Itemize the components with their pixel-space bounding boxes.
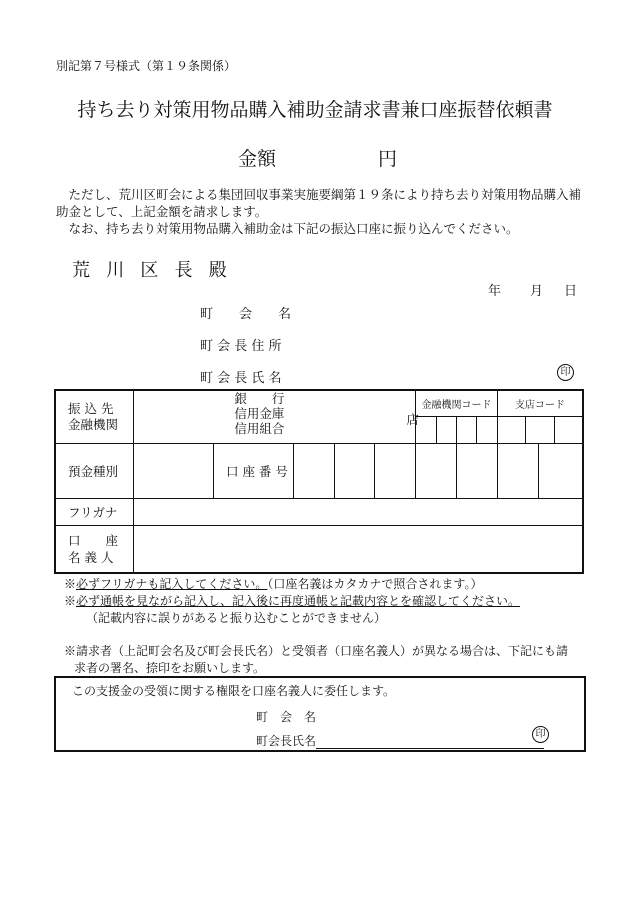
account-digit[interactable]: [334, 443, 375, 498]
account-digit[interactable]: [497, 443, 538, 498]
note-mark: ※: [64, 594, 77, 608]
bank-code-digit[interactable]: [416, 417, 436, 443]
note-mark: ※: [64, 577, 77, 591]
note-error-warning: （記載内容に誤りがあると振り込むことができません）: [86, 611, 387, 625]
branch-code-boxes[interactable]: [497, 416, 583, 443]
bank-label-line1: 振 込 先: [68, 400, 114, 416]
month-label: 月: [530, 284, 544, 299]
account-digit[interactable]: [456, 443, 497, 498]
note-different-line2: 求者の署名、捺印をお願いします。: [74, 661, 266, 675]
account-holder-field[interactable]: [134, 525, 583, 573]
amount-label: 金額: [238, 148, 277, 170]
bank-code-digit[interactable]: [477, 417, 496, 443]
statement-paragraph-1: ただし、荒川区町会による集団回収事業実施要綱第１９条により持ち去り対策用物品購入補助金として、上記金額を請求します。: [56, 187, 582, 219]
notes: [64, 576, 520, 627]
delegation-chair-name-row: [256, 732, 544, 749]
delegation-chair-name-label: 町会長氏名: [256, 734, 317, 748]
account-digit[interactable]: [375, 443, 416, 498]
form-reference: 別記第７号様式（第１９条関係）: [56, 59, 237, 73]
bank-name-field[interactable]: [134, 390, 419, 443]
account-digit[interactable]: [538, 443, 583, 498]
note-different-recipient: [64, 643, 594, 677]
bank-code-digit[interactable]: [437, 417, 457, 443]
note-furigana-detail: （口座名義はカタカナで照合されます。）: [267, 577, 483, 591]
branch-code-digit[interactable]: [498, 417, 526, 443]
branch-suffix: 店: [406, 412, 419, 427]
seal-mark: 印: [557, 364, 574, 381]
account-digit[interactable]: [416, 443, 457, 498]
chair-name-label: 町 会 長 氏 名: [200, 371, 282, 386]
furigana-label: フリガナ: [55, 498, 134, 525]
note-furigana-emphasis: 必ずフリガナも記入してください。: [76, 577, 268, 591]
account-holder-label: [55, 525, 134, 573]
bank-type-list: [234, 391, 284, 436]
bank-code-digit[interactable]: [457, 417, 477, 443]
branch-code-digit[interactable]: [555, 417, 582, 443]
note-passbook: [64, 593, 520, 610]
amount-unit: 円: [378, 148, 398, 170]
bank-type-shinkin: 信用金庫: [234, 406, 285, 421]
chair-address-label: 町 会 長 住 所: [200, 339, 282, 354]
account-number-label: 口 座 番 号: [213, 443, 293, 498]
bank-label-cell: [55, 390, 134, 443]
note-furigana: [64, 576, 520, 593]
delegation-town-assoc-label: 町 会 名: [256, 710, 317, 724]
addressee: 荒川区長殿: [72, 260, 243, 281]
bank-account-table: [54, 389, 584, 574]
deposit-type-label: 預金種別: [55, 443, 134, 498]
branch-code-digit[interactable]: [526, 417, 554, 443]
note-different-line1: ※請求者（上記町会名及び町会長氏名）と受領者（口座名義人）が異なる場合は、下記にも請: [64, 644, 569, 658]
delegation-seal-mark: 印: [532, 726, 549, 743]
bank-type-kumiai: 信用組合: [234, 421, 285, 436]
statement-paragraph-2: なお、持ち去り対策用物品購入補助金は下記の振込口座に振り込んでください。: [68, 221, 519, 236]
delegation-text: この支援金の受領に関する権限を口座名義人に委任します。: [72, 684, 396, 698]
deposit-type-field[interactable]: [134, 443, 214, 498]
town-assoc-name-label: 町 会 名: [200, 307, 292, 322]
delegation-box: [54, 676, 586, 752]
day-label: 日: [564, 284, 578, 299]
holder-label-line1: 口 座: [68, 532, 119, 548]
date-line: [488, 280, 577, 299]
furigana-field[interactable]: [134, 498, 583, 525]
note-passbook-emphasis: 必ず通帳を見ながら記入し、記入後に再度通帳と記載内容とを確認してください。: [76, 594, 521, 608]
bank-code-header: 金融機関コード: [416, 390, 498, 416]
document-title: 持ち去り対策用物品購入補助金請求書兼口座振替依頼書: [77, 99, 553, 121]
request-statement: [56, 186, 586, 237]
bank-label-line2: 金融機関: [68, 416, 119, 432]
year-label: 年: [488, 284, 502, 299]
account-digit[interactable]: [293, 443, 334, 498]
delegation-signature-line[interactable]: [316, 736, 544, 749]
bank-code-boxes[interactable]: [416, 416, 498, 443]
holder-label-line2: 名 義 人: [68, 549, 114, 565]
bank-type-bank: 銀 行: [234, 391, 285, 406]
branch-code-header: 支店コード: [497, 390, 583, 416]
